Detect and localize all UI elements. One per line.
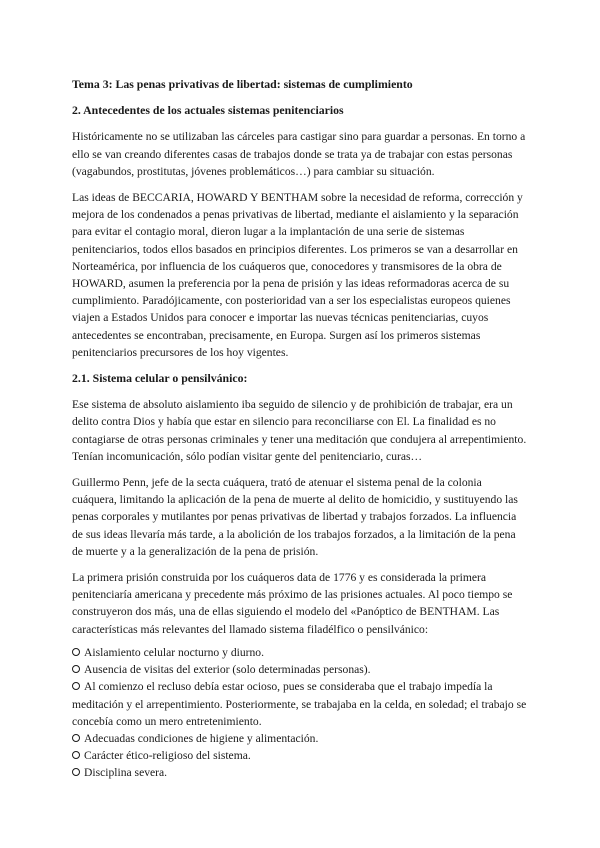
bullet-circle-icon [72, 751, 80, 759]
list-item: Disciplina severa. [72, 764, 528, 781]
paragraph-primera-prision: La primera prisión construida por los cuáqueros data de 1776 y es considerada la primera penitenciaría americana y precedente más próximo de las prisiones actuales. Al poco tiempo se construyeron dos más, una de ellas siguiendo el modelo del «Panóptico de BENTHAM. Las características más relevantes del llamado sistema filadélfico o pensilvánico: [72, 571, 513, 636]
bullet-circle-icon [72, 648, 80, 656]
section-heading-antecedentes: 2. Antecedentes de los actuales sistemas penitenciarios [72, 103, 344, 118]
list-item: Al comienzo el recluso debía estar ocioso, pues se consideraba que el trabajo impedía la meditación y el arrepentimiento. Posteriormente, se trabajaba en la celda, en soledad; el trabajo se concebía como un mero entretenimiento. [72, 680, 527, 728]
paragraph-beccaria-howard-bentham: Las ideas de BECCARIA, HOWARD Y BENTHAM sobre la necesidad de reforma, corrección y mejora de los condenados a penas privativas de libertad, mediante el aislamiento y la separación para evitar el contagio moral, dieron lugar a la implantación de una serie de sistemas penitenciarios, todos ellos basados en principios diferentes. Los primeros se van a desarrollar en Norteamérica, por influencia de los cuáqueros que, conocedores y transmisores de la obra de HOWARD, asumen la preferencia por la pena de prisión y las ideas reformadoras acerca de su cumplimiento. Paradójicamente, con posterioridad van a ser los especialistas europeos quienes viajen a Estados Unidos para conocer e importar las nuevas técnicas penitenciarias, cuyos antecedentes se encontraban, precisamente, en Europa. Surgen así los primeros sistemas penitenciarios precursores de los hoy vigentes. [72, 191, 523, 359]
bullet-circle-icon [72, 665, 80, 673]
list-item: Adecuadas condiciones de higiene y alimentación. [72, 730, 528, 747]
paragraph-carceles: Históricamente no se utilizaban las cárceles para castigar sino para guardar a personas. En torno a ello se van creando diferentes casas de trabajos donde se trata ya de trabajar con estas personas (vagabundos, prostitutas, jóvenes problemáticos…) para cambiar su situación. [72, 130, 526, 178]
paragraph-guillermo-penn: Guillermo Penn, jefe de la secta cuáquera, trató de atenuar el sistema penal de la colonia cuáquera, limitando la aplicación de la pena de muerte al delito de homicidio, y sustituyendo las penas corporales y mutilantes por penas privativas de libertad y trabajos forzados. La influencia de sus ideas llevaría más tarde, a la abolición de los trabajos forzados, a la limitación de la pena de muerte y a la generalización de la pena de prisión. [72, 476, 518, 558]
list-item: Aislamiento celular nocturno y diurno. [72, 644, 528, 661]
bullet-circle-icon [72, 768, 80, 776]
bullet-circle-icon [72, 734, 80, 742]
document-page [72, 76, 528, 782]
paragraph-aislamiento: Ese sistema de absoluto aislamiento iba seguido de silencio y de prohibición de trabajar, era un delito contra Dios y había que estar en silencio para reconciliarse con El. La finalidad es no contagiarse de otras personas criminales y tener una meditación que condujera al arrepentimiento. Tenían incomunicación, sólo podían visitar gente del penitenciario, curas… [72, 398, 527, 463]
characteristics-list [72, 644, 528, 782]
document-title: Tema 3: Las penas privativas de libertad: sistemas de cumplimiento [72, 77, 413, 91]
list-item: Ausencia de visitas del exterior (solo determinadas personas). [72, 661, 528, 678]
list-item: Carácter ético-religioso del sistema. [72, 747, 528, 764]
section-heading-sistema-celular: 2.1. Sistema celular o pensilvánico: [72, 371, 248, 386]
bullet-circle-icon [72, 682, 80, 690]
